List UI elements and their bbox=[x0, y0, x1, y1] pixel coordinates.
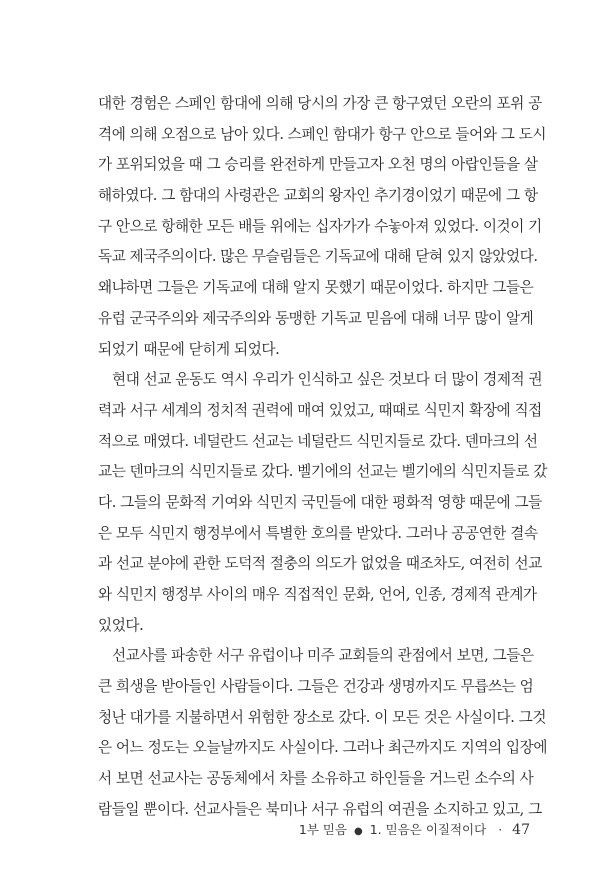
text-line: 대한 경험은 스페인 함대에 의해 당시의 가장 큰 항구였던 오란의 포위 공 bbox=[98, 95, 542, 112]
footer-part-label: 1부 믿음 bbox=[298, 822, 348, 837]
text-line: 되었기 때문에 닫히게 되었다. bbox=[98, 340, 280, 358]
text-line: 독교 제국주의이다. 많은 무슬림들은 기독교에 대해 닫혀 있지 않았었다. bbox=[98, 248, 538, 266]
text-line: 은 모두 식민지 행정부에서 특별한 호의를 받았다. 그러나 공공연한 결속 bbox=[98, 524, 538, 542]
text-line: 있었다. bbox=[98, 616, 144, 634]
footer-chapter-label: 1. 믿음은 이질적이다 bbox=[369, 822, 487, 837]
text-line: 가 포위되었을 때 그 승리를 완전하게 만들고자 오천 명의 아랍인들을 살 bbox=[98, 156, 538, 174]
text-line: 와 식민지 행정부 사이의 매우 직접적인 문화, 언어, 인종, 경제적 관계가 bbox=[98, 586, 537, 603]
text-line: 청난 대가를 지불하면서 위험한 장소로 갔다. 이 모든 것은 사실이다. 그것 bbox=[98, 708, 547, 726]
text-line: 유럽 군국주의와 제국주의와 동맹한 기독교 믿음에 대해 너무 많이 알게 bbox=[98, 309, 534, 327]
text-line: 람들일 뿐이다. 선교사들은 북미나 서구 유럽의 여권을 소지하고 있고, 그 bbox=[98, 800, 542, 818]
bullet-icon: ● bbox=[354, 826, 363, 837]
page-number: 47 bbox=[512, 822, 530, 838]
text-line: 교는 덴마크의 식민지들로 갔다. 벨기에의 선교는 벨기에의 식민지들로 갔 bbox=[98, 463, 548, 481]
footer-separator: · bbox=[498, 822, 503, 837]
text-line: 큰 희생을 받아들인 사람들이다. 그들은 건강과 생명까지도 무릅쓰는 엄 bbox=[98, 678, 534, 696]
text-line: 구 안으로 항해한 모든 배들 위에는 십자가가 수놓아져 있었다. 이것이 기 bbox=[98, 217, 542, 235]
body-text bbox=[98, 89, 548, 826]
text-line: 왜냐하면 그들은 기독교에 대해 알지 못했기 때문이었다. 하지만 그들은 bbox=[98, 279, 534, 297]
text-line: 다. 그들의 문화적 기여와 식민지 국민들에 대한 평화적 영향 때문에 그들 bbox=[98, 493, 542, 511]
text-line: 서 보면 선교사는 공동체에서 차를 소유하고 하인들을 거느린 소수의 사 bbox=[98, 770, 534, 788]
text-line: 해하였다. 그 함대의 사령관은 교회의 왕자인 추기경이었기 때문에 그 항 bbox=[98, 187, 538, 205]
text-line: 적으로 매였다. 네덜란드 선교는 네덜란드 식민지들로 갔다. 덴마크의 선 bbox=[98, 432, 538, 450]
text-line: 선교사를 파송한 서구 유럽이나 미주 교회들의 관점에서 보면, 그들은 bbox=[112, 647, 534, 665]
text-line: 은 어느 정도는 오늘날까지도 사실이다. 그러나 최근까지도 지역의 입장에 bbox=[98, 739, 548, 757]
text-line: 과 선교 분야에 관한 도덕적 절충의 의도가 없었을 때조차도, 여전히 선교 bbox=[98, 555, 542, 573]
text-line: 력과 서구 세계의 정치적 권력에 매여 있었고, 때때로 식민지 확장에 직접 bbox=[98, 401, 542, 419]
text-line: 격에 의해 오점으로 남아 있다. 스페인 함대가 항구 안으로 들어와 그 도시 bbox=[98, 125, 547, 143]
text-line: 현대 선교 운동도 역시 우리가 인식하고 싶은 것보다 더 많이 경제적 권 bbox=[112, 371, 543, 389]
running-footer bbox=[299, 820, 530, 838]
